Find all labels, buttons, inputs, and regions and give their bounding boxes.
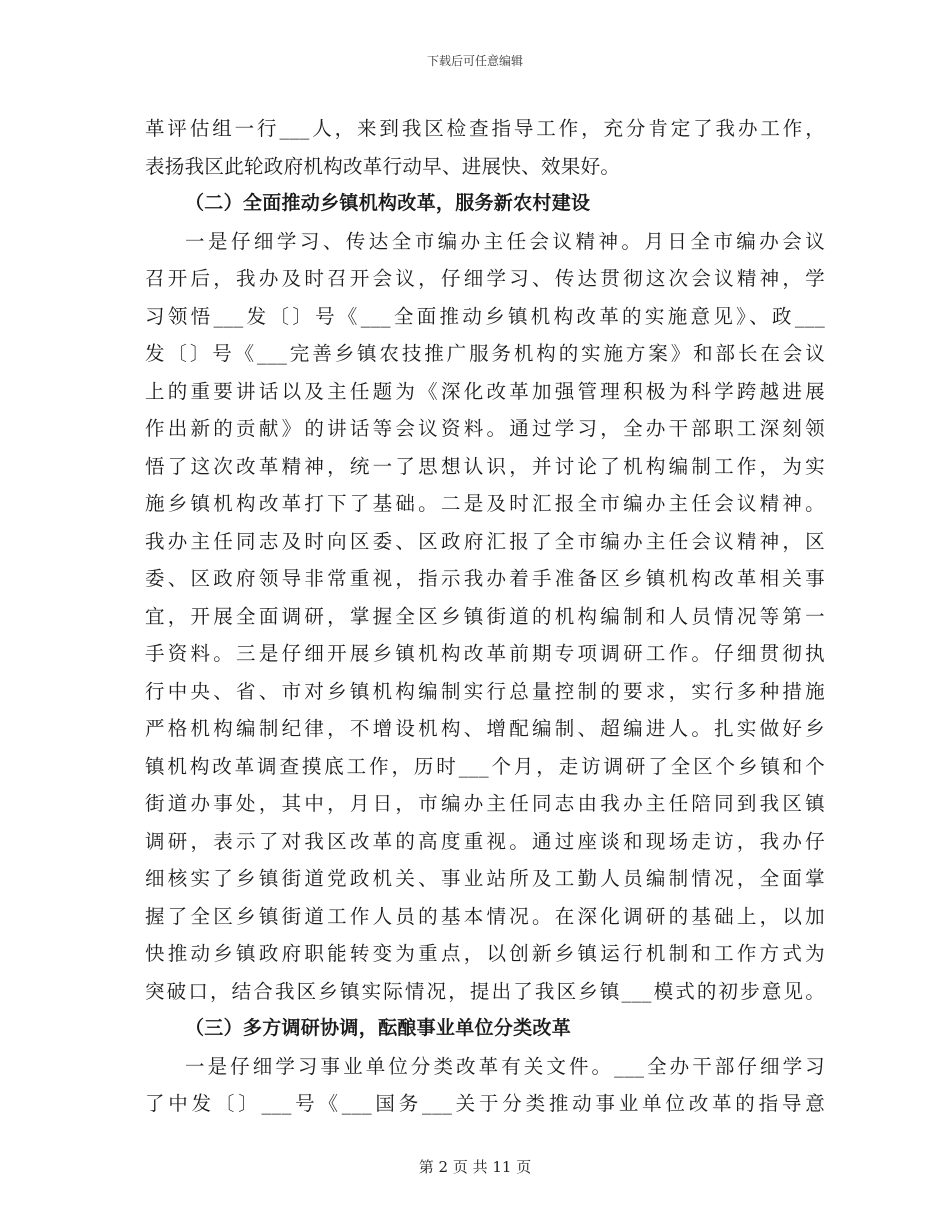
paragraph-line: 发〔〕号《___完善乡镇农技推广服务机构的实施方案》和部长在会议: [145, 342, 825, 365]
paragraph-line: 细核实了乡镇街道党政机关、事业站所及工勤人员编制情况，全面掌: [145, 867, 825, 890]
paragraph-line: 习领悟___发〔〕号《___全面推动乡镇机构改革的实施意见》、政___: [145, 304, 825, 328]
paragraph-line: 作出新的贡献》的讲话等会议资料。通过学习，全办干部职工深刻领: [145, 417, 825, 440]
paragraph-line: 严格机构编制纪律，不增设机构、增配编制、超编进人。扎实做好乡: [145, 717, 825, 740]
paragraph-line: 悟了这次改革精神，统一了思想认识，并讨论了机构编制工作，为实: [145, 454, 825, 478]
paragraph-line: 行中央、省、市对乡镇机构编制实行总量控制的要求，实行多种措施: [145, 679, 825, 703]
paragraph-line: 革评估组一行___人，来到我区检查指导工作，充分肯定了我办工作，: [145, 117, 825, 140]
paragraph-line: 一是仔细学习事业单位分类改革有关文件。___全办干部仔细学习: [185, 1054, 825, 1078]
page-header: 下载后可任意编辑: [426, 54, 523, 68]
paragraph-line: 镇机构改革调查摸底工作，历时___个月，走访调研了全区个乡镇和个: [145, 754, 825, 778]
paragraph-line: 突破口，结合我区乡镇实际情况，提出了我区乡镇___模式的初步意见。: [145, 979, 825, 1003]
paragraph-line: 一是仔细学习、传达全市编办主任会议精神。月日全市编办会议: [185, 229, 825, 253]
paragraph-line: 街道办事处，其中，月日，市编办主任同志由我办主任陪同到我区镇: [145, 792, 825, 815]
document-body: [145, 110, 825, 1123]
paragraph-line: 了中发〔〕___号《___国务___关于分类推动事业单位改革的指导意: [145, 1092, 825, 1115]
page-footer: 第 2 页 共 11 页: [418, 1158, 532, 1176]
section-heading: （二）全面推动乡镇机构改革，服务新农村建设: [185, 192, 591, 214]
section-heading: （三）多方调研协调，酝酿事业单位分类改革: [185, 1017, 572, 1039]
paragraph-line: 施乡镇机构改革打下了基础。二是及时汇报全市编办主任会议精神。: [145, 492, 825, 515]
paragraph-line: 我办主任同志及时向区委、区政府汇报了全市编办主任会议精神，区: [145, 529, 825, 553]
paragraph-line: 快推动乡镇政府职能转变为重点，以创新乡镇运行机制和工作方式为: [145, 942, 825, 965]
paragraph-line: 宜，开展全面调研，掌握全区乡镇街道的机构编制和人员情况等第一: [145, 604, 825, 628]
paragraph-line: 表扬我区此轮政府机构改革行动早、进展快、效果好。: [145, 154, 621, 178]
paragraph-line: 召开后，我办及时召开会议，仔细学习、传达贯彻这次会议精神，学: [145, 267, 825, 290]
paragraph-line: 委、区政府领导非常重视，指示我办着手准备区乡镇机构改革相关事: [145, 567, 825, 590]
paragraph-line: 手资料。三是仔细开展乡镇机构改革前期专项调研工作。仔细贯彻执: [145, 642, 825, 665]
paragraph-line: 上的重要讲话以及主任题为《深化改革加强管理积极为科学跨越进展: [145, 379, 825, 403]
paragraph-line: 调研，表示了对我区改革的高度重视。通过座谈和现场走访，我办仔: [145, 829, 825, 853]
paragraph-line: 握了全区乡镇街道工作人员的基本情况。在深化调研的基础上，以加: [145, 904, 825, 928]
